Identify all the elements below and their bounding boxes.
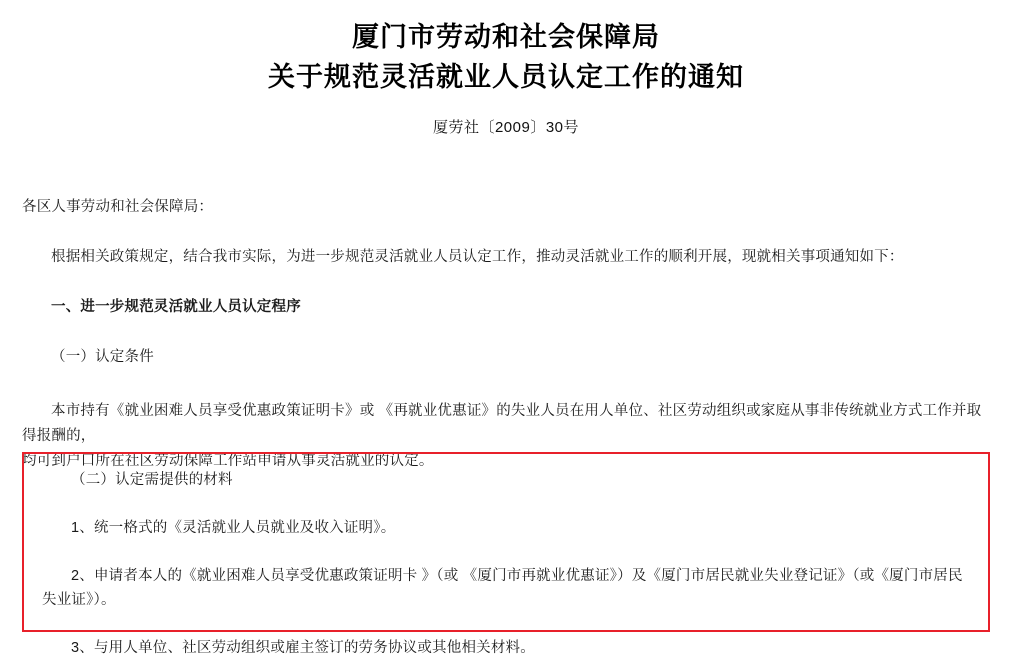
highlighted-box-content (24, 454, 988, 660)
addressee-line: 各区人事劳动和社会保障局： (22, 199, 214, 215)
subsection-one-body-line-1: 本市持有《就业困难人员享受优惠政策证明卡》或 《再就业优惠证》的失业人员在用人单位、社区劳动组织或家庭从事非传统就业方式工作并取得报酬的， (22, 403, 982, 444)
material-item-2: 2、申请者本人的《就业困难人员享受优惠政策证明卡 》（或 《厦门市再就业优惠证》）及《厦门市居民就业失业登记证》（或《厦门市居民失业证》）。 (42, 568, 963, 608)
material-item-3: 3、与用人单位、社区劳动组织或雇主签订的劳务协议或其他相关材料。 (71, 640, 535, 656)
subsection-two-heading: （二）认定需提供的材料 (71, 472, 233, 488)
document-title-line-2: 关于规范灵活就业人员认定工作的通知 (268, 62, 744, 93)
highlighted-materials-box (22, 452, 990, 656)
subsection-one-heading: （一）认定条件 (51, 349, 154, 365)
document-title-line-1: 厦门市劳动和社会保障局 (352, 22, 660, 53)
document-header (0, 0, 1012, 137)
material-item-1: 1、统一格式的《灵活就业人员就业及收入证明》。 (71, 520, 396, 536)
document-number: 厦劳社〔2009〕30号 (432, 119, 580, 136)
subsection-one-body-line-2: 均可到户口所在社区劳动保障工作站申请从事灵活就业的认定。 (22, 453, 434, 469)
section-one-heading: 一、进一步规范灵活就业人员认定程序 (51, 299, 301, 315)
intro-paragraph: 根据相关政策规定，结合我市实际，为进一步规范灵活就业人员认定工作，推动灵活就业工作的顺利开展，现就相关事项通知如下： (51, 249, 904, 265)
document-body (0, 195, 1012, 474)
